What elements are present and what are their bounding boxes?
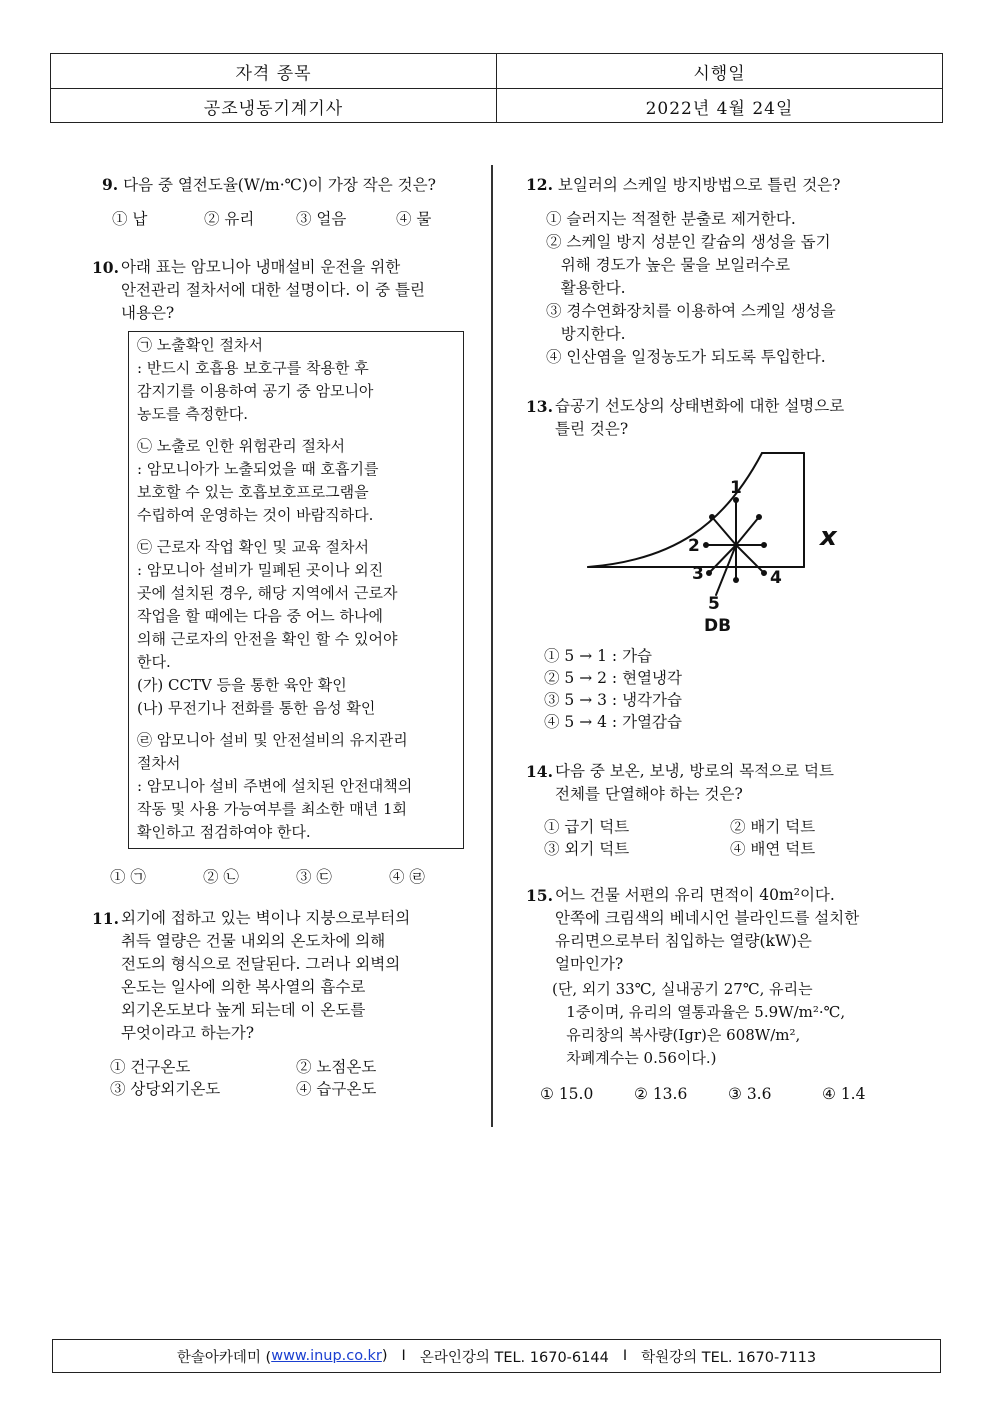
- question-14-options: [544, 816, 916, 860]
- x-axis-label: DB: [704, 616, 732, 635]
- point-label-1: 1: [730, 478, 742, 498]
- arrow-to-3: [709, 545, 736, 573]
- text-line: 작업을 할 때에는 다음 중 어느 하나에: [137, 607, 383, 625]
- question-9-options: [112, 208, 482, 231]
- option[interactable]: ② ㉡: [203, 868, 239, 886]
- text-line: 취득 열량은 건물 내외의 온도차에 의해: [121, 932, 386, 950]
- text-line: 어느 건물 서편의 유리 면적이 40m²이다.: [555, 886, 835, 904]
- option[interactable]: [546, 346, 916, 369]
- footer-academy-close: ): [381, 1348, 388, 1364]
- header-date-value: 2022년 4월 24일: [496, 89, 942, 123]
- text-line: 유리창의 복사량(Igr)은 608W/m²,: [552, 1026, 801, 1044]
- text-line: 차폐계수는 0.56이다.): [552, 1049, 717, 1067]
- option[interactable]: [546, 300, 916, 346]
- option[interactable]: ① 15.0: [540, 1085, 594, 1103]
- question-text: [121, 256, 425, 325]
- option[interactable]: ① ㉠: [110, 868, 146, 886]
- text-line: 얼마인가?: [555, 955, 624, 973]
- procedure-item-1: [137, 334, 457, 426]
- text-line: ④ 인산염을 일정농도가 되도록 투입한다.: [546, 348, 826, 366]
- text-line: 의해 근로자의 안전을 확인 할 수 있어야: [137, 630, 398, 648]
- text-line: 내용은?: [121, 304, 175, 322]
- question-11-options: [110, 1056, 482, 1100]
- procedure-item-3: [137, 536, 457, 720]
- text-line: ③ 경수연화장치를 이용하여 스케일 생성을: [546, 302, 836, 320]
- left-column: [92, 173, 482, 1100]
- point-label-2: 2: [688, 536, 700, 556]
- text-line: 습공기 선도상의 상태변화에 대한 설명으로: [555, 397, 845, 415]
- text-line: ① 슬러지는 적절한 분출로 제거한다.: [546, 210, 796, 228]
- question-14: [526, 760, 916, 806]
- question-13: [526, 395, 916, 441]
- question-text: 보일러의 스케일 방지방법으로 틀린 것은?: [557, 176, 841, 194]
- option[interactable]: ② 5 → 2 : 현열냉각: [544, 669, 682, 687]
- question-10: [92, 256, 482, 325]
- text-line: : 암모니아 설비가 밀폐된 곳이나 외진: [137, 561, 384, 579]
- option[interactable]: ③ 3.6: [728, 1085, 772, 1103]
- option[interactable]: [546, 208, 916, 231]
- procedure-box: [128, 331, 464, 849]
- procedure-item-2: [137, 435, 457, 527]
- question-11: [92, 907, 482, 1045]
- question-12: [526, 173, 916, 197]
- question-number: 15.: [526, 886, 553, 905]
- text-line: 활용한다.: [546, 279, 626, 297]
- column-divider: [491, 165, 493, 1127]
- header-subject-label: 자격 종목: [235, 63, 312, 84]
- arrow-diag-up-left: [712, 517, 736, 545]
- footer-offline-phone: 학원강의 TEL. 1670-7113: [641, 1349, 817, 1366]
- question-15: [526, 884, 916, 976]
- text-line: 1중이며, 유리의 열통과율은 5.9W/m²·℃,: [552, 1003, 846, 1021]
- option[interactable]: ① 급기 덕트: [544, 818, 630, 836]
- text-line: 방지한다.: [546, 325, 626, 343]
- text-line: ㉣ 암모니아 설비 및 안전설비의 유지관리: [137, 731, 408, 749]
- point-marker: [756, 514, 762, 520]
- text-line: 틀린 것은?: [555, 420, 629, 438]
- point-marker: [709, 514, 715, 520]
- text-line: 수립하여 운영하는 것이 바람직하다.: [137, 506, 374, 524]
- option[interactable]: ④ 5 → 4 : 가열감습: [544, 713, 682, 731]
- text-line: 안쪽에 크림색의 베네시언 블라인드를 설치한: [555, 909, 860, 927]
- text-line: (나) 무전기나 전화를 통한 음성 확인: [137, 699, 376, 717]
- header-date-label: 시행일: [496, 54, 942, 88]
- text-line: 위해 경도가 높은 물을 보일러수로: [546, 256, 791, 274]
- footer-separator: I: [622, 1348, 628, 1364]
- pointer-line-5: [716, 545, 736, 595]
- footer-bar: [52, 1339, 941, 1373]
- question-13-options: [544, 645, 916, 733]
- text-line: ② 스케일 방지 성분인 칼슘의 생성을 돕기: [546, 233, 831, 251]
- text-line: 외기온도보다 높게 되는데 이 온도를: [121, 1001, 366, 1019]
- text-line: 유리면으로부터 침입하는 열량(kW)은: [555, 932, 812, 950]
- option[interactable]: ③ ㉢: [296, 868, 332, 886]
- point-label-5: 5: [708, 594, 720, 614]
- question-9: [102, 173, 482, 197]
- option[interactable]: ④ 물: [396, 210, 432, 228]
- question-text: [555, 395, 844, 441]
- point-marker: [761, 542, 767, 548]
- text-line: : 암모니아 설비 주변에 설치된 안전대책의: [137, 777, 413, 795]
- text-line: 감지기를 이용하여 공기 중 암모니아: [137, 382, 374, 400]
- option[interactable]: ① 건구온도: [110, 1058, 191, 1076]
- question-text: [555, 760, 834, 806]
- question-12-options: [546, 208, 916, 369]
- text-line: ㉢ 근로자 작업 확인 및 교육 절차서: [137, 538, 369, 556]
- exam-header-table: [50, 53, 943, 123]
- text-line: 절차서: [137, 754, 181, 772]
- text-line: 전도의 형식으로 전달된다. 그러나 외벽의: [121, 955, 401, 973]
- question-number: 10.: [92, 258, 119, 277]
- question-text: [121, 907, 410, 1045]
- point-marker: [706, 570, 712, 576]
- footer-online-phone: 온라인강의 TEL. 1670-6144: [419, 1349, 609, 1366]
- text-line: ㉠ 노출확인 절차서: [137, 336, 263, 354]
- question-number: 13.: [526, 397, 553, 416]
- header-subject-value: 공조냉동기계기사: [203, 98, 344, 119]
- text-line: 다음 중 보온, 보냉, 방로의 목적으로 덕트: [555, 762, 834, 780]
- point-label-3: 3: [692, 564, 704, 584]
- text-line: 확인하고 점검하여야 한다.: [137, 823, 311, 841]
- question-15-condition: [552, 978, 916, 1070]
- text-line: (가) CCTV 등을 통한 육안 확인: [137, 676, 347, 694]
- text-line: 한다.: [137, 653, 171, 671]
- text-line: : 암모니아가 노출되었을 때 호흡기를: [137, 460, 379, 478]
- question-text: [555, 884, 859, 976]
- y-axis-label: x: [820, 522, 837, 552]
- procedure-item-4: [137, 729, 457, 844]
- option[interactable]: ③ 상당외기온도: [110, 1080, 221, 1098]
- text-line: 무엇이라고 하는가?: [121, 1024, 255, 1042]
- right-column: [526, 173, 916, 1106]
- text-line: 외기에 접하고 있는 벽이나 지붕으로부터의: [121, 909, 411, 927]
- text-line: (단, 외기 33℃, 실내공기 27℃, 유리는: [552, 980, 813, 998]
- text-line: ㉡ 노출로 인한 위험관리 절차서: [137, 437, 345, 455]
- text-line: 전체를 단열해야 하는 것은?: [555, 785, 743, 803]
- text-line: 아래 표는 암모니아 냉매설비 운전을 위한: [121, 258, 401, 276]
- arrow-to-4: [736, 545, 764, 573]
- arrow-diag-up-right: [736, 517, 759, 545]
- option[interactable]: ③ 얼음: [296, 210, 347, 228]
- psychrometric-chart-figure: [584, 445, 904, 635]
- text-line: : 반드시 호흡용 보호구를 착용한 후: [137, 359, 369, 377]
- question-10-options: [110, 866, 482, 889]
- text-line: 온도는 일사에 의한 복사열의 흡수로: [121, 978, 366, 996]
- question-15-options: [540, 1083, 916, 1106]
- point-marker: [761, 570, 767, 576]
- footer-separator: I: [401, 1348, 406, 1364]
- option[interactable]: ② 13.6: [634, 1085, 688, 1103]
- option[interactable]: [546, 231, 916, 300]
- option[interactable]: ② 배기 덕트: [730, 818, 816, 836]
- option[interactable]: ① 납: [112, 210, 148, 228]
- text-line: 농도를 측정한다.: [137, 405, 248, 423]
- text-line: 보호할 수 있는 호흡보호프로그램을: [137, 483, 369, 501]
- option[interactable]: ④ 1.4: [822, 1085, 866, 1103]
- point-label-4: 4: [770, 568, 782, 588]
- question-text: 다음 중 열전도율(W/m·℃)이 가장 작은 것은?: [123, 176, 436, 194]
- option[interactable]: ④ ㉣: [389, 868, 425, 886]
- option[interactable]: ② 노점온도: [296, 1058, 377, 1076]
- option[interactable]: ① 5 → 1 : 가습: [544, 647, 653, 665]
- question-number: 9.: [102, 175, 119, 194]
- footer-academy: 한솔아카데미 (: [176, 1349, 272, 1366]
- option[interactable]: ② 유리: [204, 210, 255, 228]
- text-line: 작동 및 사용 가능여부를 최소한 매년 1회: [137, 800, 407, 818]
- point-marker: [703, 542, 709, 548]
- question-number: 12.: [526, 175, 553, 194]
- option[interactable]: ④ 배연 덕트: [730, 840, 816, 858]
- question-number: 11.: [92, 909, 119, 928]
- text-line: 안전관리 절차서에 대한 설명이다. 이 중 틀린: [121, 281, 426, 299]
- question-number: 14.: [526, 762, 553, 781]
- point-marker: [733, 577, 739, 583]
- text-line: 곳에 설치된 경우, 해당 지역에서 근로자: [137, 584, 398, 602]
- option[interactable]: ③ 5 → 3 : 냉각가습: [544, 691, 682, 709]
- footer-website-link[interactable]: www.inup.co.kr: [271, 1348, 382, 1364]
- option[interactable]: ④ 습구온도: [296, 1080, 377, 1098]
- option[interactable]: ③ 외기 덕트: [544, 840, 630, 858]
